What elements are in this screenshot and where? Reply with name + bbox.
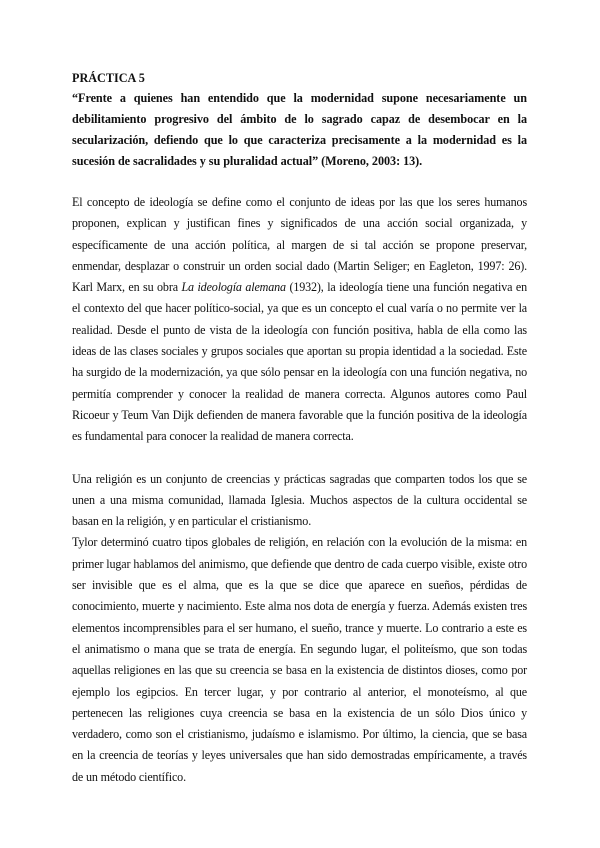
paragraph-ideology-text-2: (1932), la ideología tiene una función negativa en el contexto del que hacer político-social, ya que es un concepto el cual varía o no permite ver la realidad. Desde el punto de vista de la ideología con función positiva, habla de ella como las ideas de las clases sociales y grupos sociales que aportan su propia identidad a la sociedad. Este ha surgido de la modernización, ya que sólo pensar en la ideología con una función negativa, no permitía comprender y conocer la realidad de manera correcta. Algunos autores como Paul Ricoeur y Teum Van Dijk defienden de manera favorable que la función positiva de la ideología es fundamental para conocer la realidad de manera correcta. [72,280,527,444]
paragraph-religion: Una religión es un conjunto de creencias y prácticas sagradas que comparten todos los que se unen a una misma comunidad, llamada Iglesia. Muchos aspectos de la cultura occidental se basan en la religión, y en particular el cristianismo. [72,471,527,529]
book-title-italic: La ideología alemana [181,280,286,295]
page-title: PRÁCTICA 5 [72,71,145,85]
paragraph-spacer [72,448,527,469]
paragraph-tylor: Tylor determinó cuatro tipos globales de religión, en relación con la evolución de la misma: en primer lugar hablamos del animismo, que defiende que dentro de cada cuerpo visible, existe otro ser invisible que es el alma, que es la que se dice que aparece en sueños, pérdidas de conocimiento, muerte y nacimiento. Este alma nos dota de energía y fuerza. Además existen tres elementos incomprensibles para el ser humano, el sueño, trance y muerte. Lo contrario a este es el animatismo o mana que se trata de energía. En segundo lugar, el politeísmo, que son todas aquellas religiones en las que su creencia se basa en la existencia de distintos dioses, como por ejemplo los egipcios. En tercer lugar, y por contrario al anterior, el monoteísmo, al que pertenecen las religiones cuya creencia se basa en la existencia de un sólo Dios único y verdadero, como son el cristianismo, judaísmo e islamismo. Por último, la ciencia, que se basa en la creencia de teorías y leyes universales que han sido demostradas empíricamente, a través de un método científico. [72,535,527,784]
paragraph-ideology-text-1: El concepto de ideología se define como el conjunto de ideas por las que los seres humanos proponen, explican y justifican fines y significados de una acción social organizada, y específicamente de una acción política, al margen de si tal acción se propone preservar, enmendar, desplazar o construir un orden social dado (Martin Seliger; en Eagleton, 1997: 26). Karl Marx, en su obra [72,195,527,295]
epigraph-quote: “Frente a quienes han entendido que la modernidad supone necesariamente un debilitamiento progresivo del ámbito de lo sagrado capaz de desembocar en la secularización, defiendo que lo que caracteriza precisamente a la modernidad es la sucesión de sacralidades y su pluralidad actual” (Moreno, 2003: 13). [72,91,527,168]
paragraph-ideology [72,192,527,448]
